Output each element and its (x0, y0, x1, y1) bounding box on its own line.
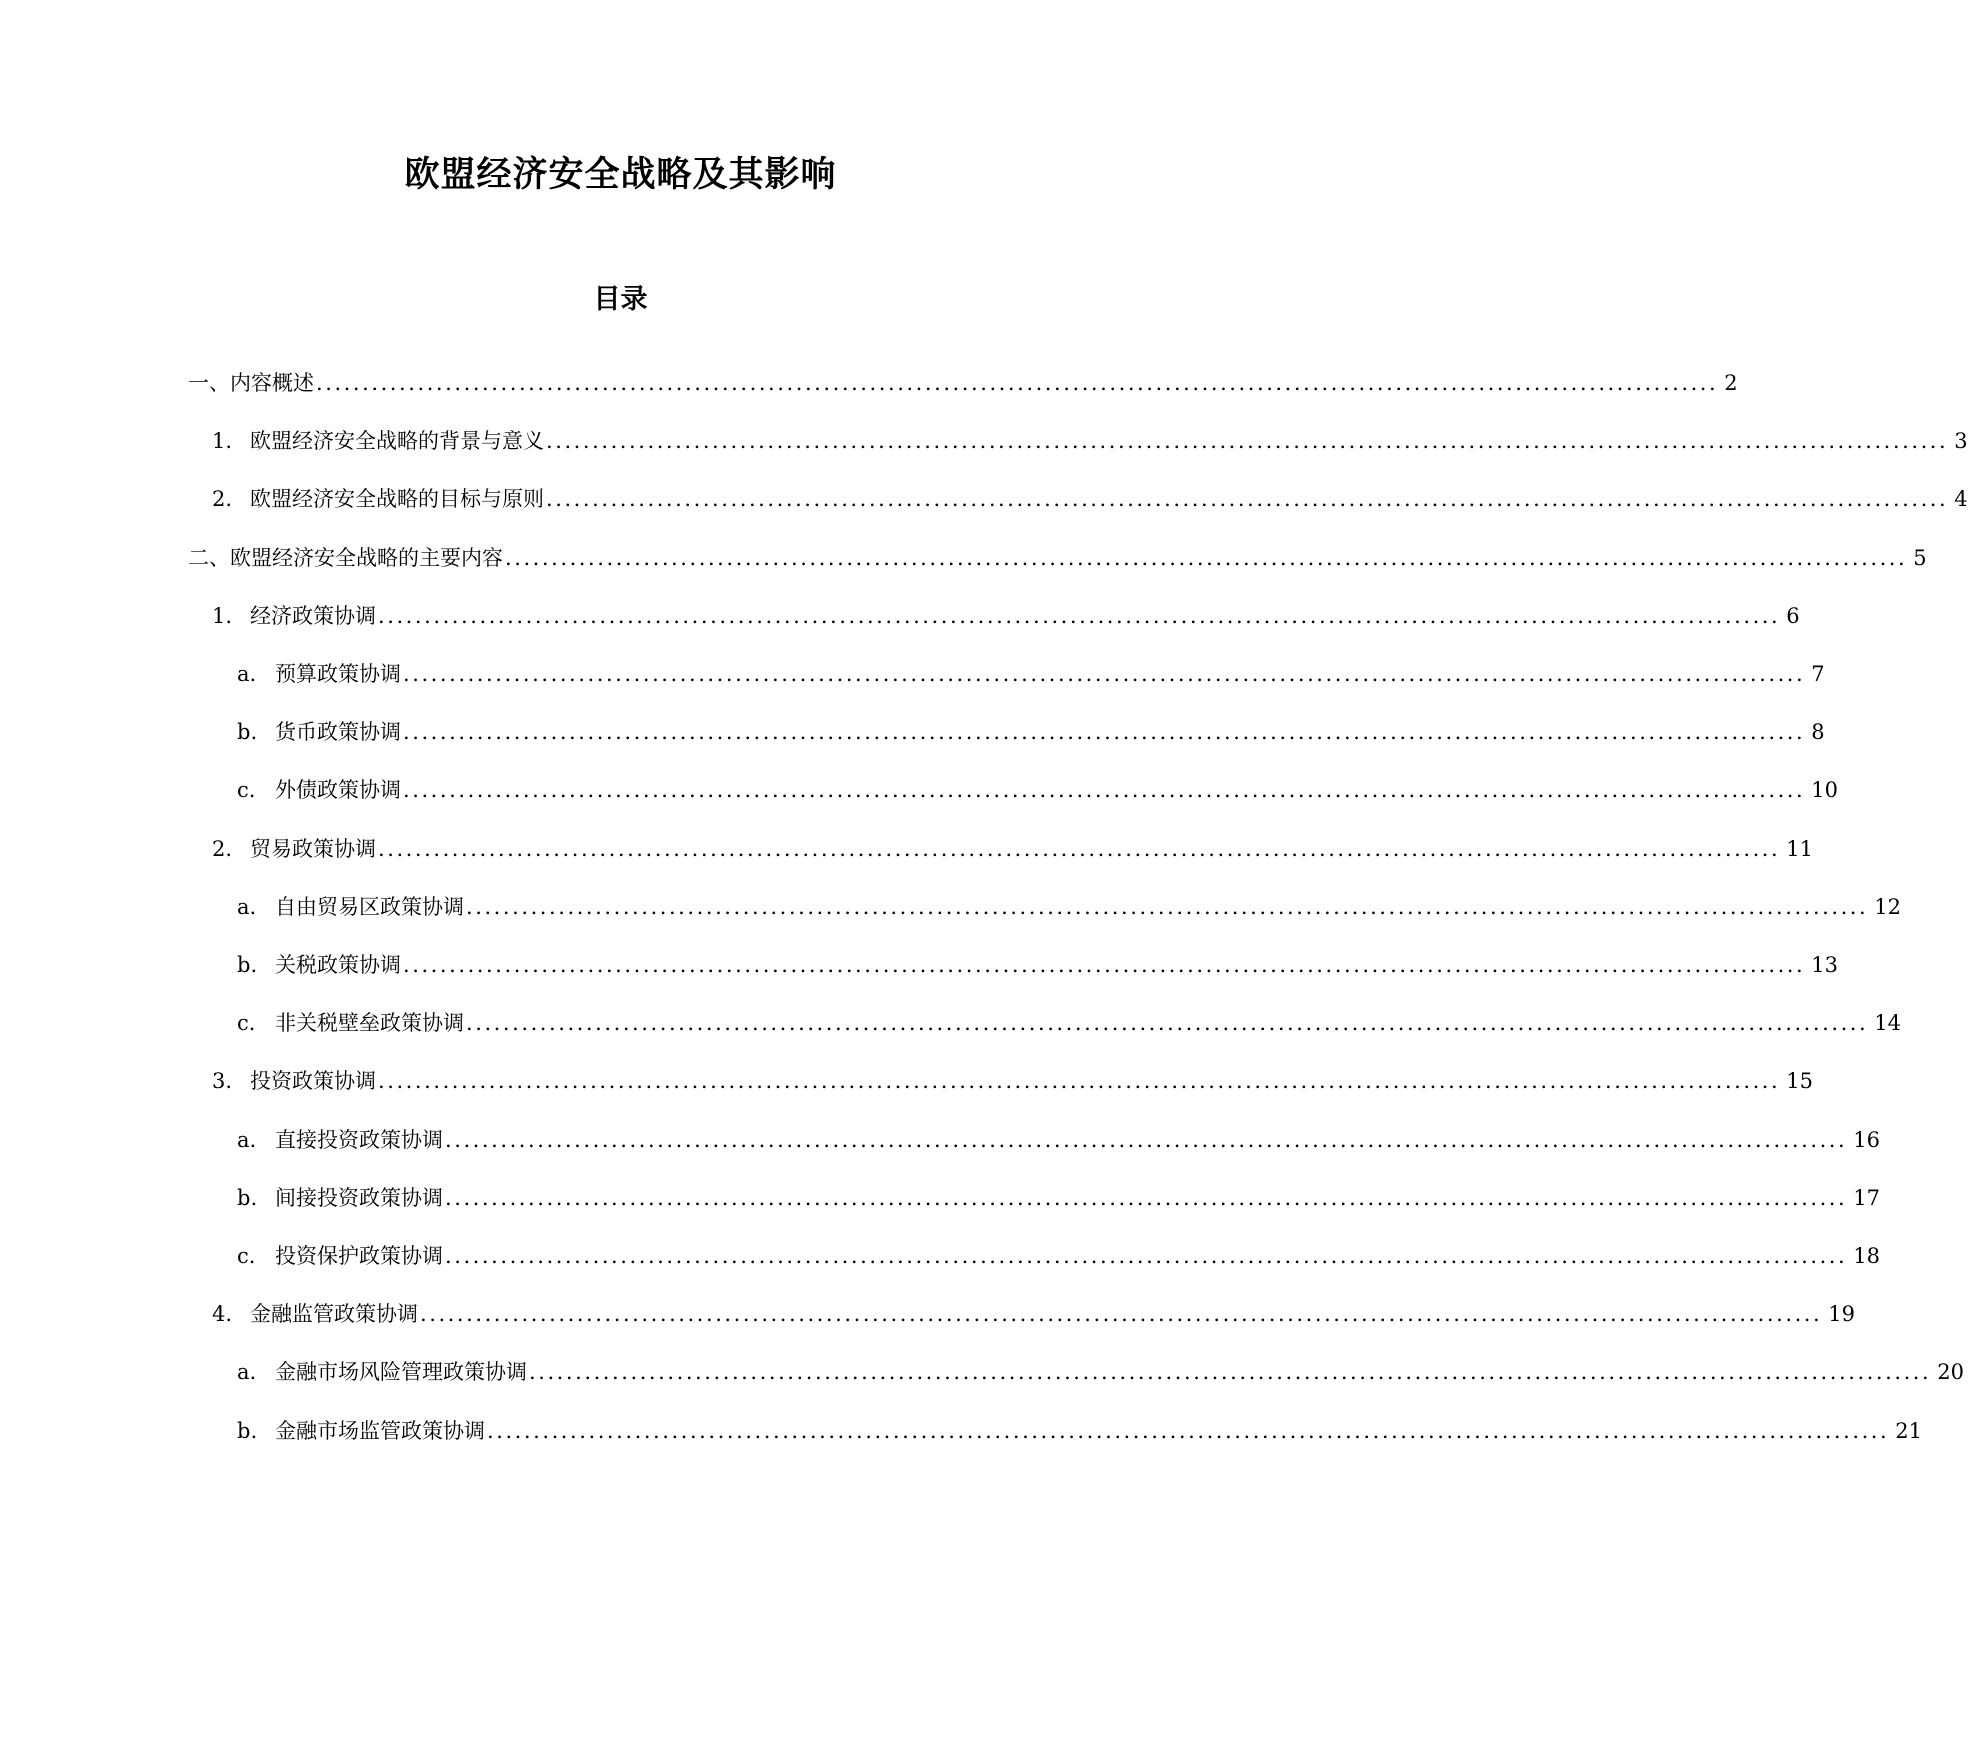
toc-entry-number: b. (237, 953, 258, 977)
toc-dot-leader: ........................................................................................................................................................ (546, 429, 1949, 454)
toc-dot-leader: ........................................................................................................................................................ (466, 894, 1869, 919)
toc-entry-title: 欧盟经济安全战略的主要内容 (230, 545, 503, 570)
toc-entry[interactable] (237, 654, 1825, 694)
toc-entry-title: 内容概述 (230, 371, 314, 395)
toc-dot-leader: ........................................................................................................................................................ (505, 545, 1908, 570)
toc-entry-title: 欧盟经济安全战略的目标与原则 (250, 487, 544, 512)
toc-dot-leader: ........................................................................................................................................................ (466, 1011, 1869, 1036)
toc-entry-page-number: 20 (1937, 1360, 1964, 1385)
toc-entry-number: a. (237, 1360, 257, 1385)
toc-entry-page-number: 5 (1913, 545, 1927, 570)
toc-entry-title: 欧盟经济安全战略的背景与意义 (250, 429, 544, 454)
toc-entry-page-number: 4 (1954, 487, 1968, 512)
toc-entry-page-number: 3 (1954, 429, 1968, 454)
toc-entry-page-number: 16 (1853, 1127, 1880, 1152)
toc-entry[interactable] (237, 1120, 1880, 1160)
toc-entry-title: 自由贸易区政策协调 (275, 894, 464, 919)
toc-entry[interactable] (237, 1411, 1922, 1451)
toc-entry-page-number: 15 (1786, 1069, 1813, 1094)
toc-entry-number: 一、 (188, 371, 230, 395)
toc-entry[interactable] (237, 770, 1838, 810)
toc-entry-number: b. (237, 1185, 258, 1210)
toc-entry-page-number: 2 (1724, 371, 1738, 395)
toc-entry-title: 金融市场风险管理政策协调 (275, 1360, 527, 1385)
toc-entry-page-number: 18 (1853, 1244, 1880, 1268)
toc-dot-leader: ........................................................................................................................................................ (378, 603, 1781, 628)
toc-dot-leader: ........................................................................................................................................................ (546, 487, 1949, 512)
toc-entry-number: 1. (212, 429, 233, 454)
toc-entry-title: 投资政策协调 (250, 1069, 376, 1094)
toc-entry-title: 投资保护政策协调 (275, 1244, 443, 1268)
toc-entry-number: c. (237, 1011, 256, 1036)
toc-entry-page-number: 21 (1895, 1418, 1922, 1443)
toc-entry[interactable] (212, 1061, 1813, 1101)
toc-entry-page-number: 14 (1874, 1011, 1901, 1036)
toc-heading: 目录 (593, 284, 648, 315)
toc-dot-leader: ........................................................................................................................................................ (403, 953, 1806, 977)
toc-dot-leader: ........................................................................................................................................................ (420, 1302, 1823, 1327)
toc-entry-title: 预算政策协调 (275, 662, 401, 686)
toc-entry[interactable] (237, 1178, 1880, 1218)
toc-entry-title: 贸易政策协调 (250, 836, 376, 861)
toc-entry-number: 二、 (188, 545, 230, 570)
toc-entry-page-number: 10 (1811, 778, 1838, 803)
toc-entry-title: 间接投资政策协调 (275, 1185, 443, 1210)
toc-dot-leader: ........................................................................................................................................................ (445, 1244, 1848, 1268)
toc-entry-title: 直接投资政策协调 (275, 1127, 443, 1152)
toc-dot-leader: ........................................................................................................................................................ (445, 1185, 1848, 1210)
toc-dot-leader: ........................................................................................................................................................ (445, 1127, 1848, 1152)
toc-entry[interactable] (188, 363, 1738, 403)
toc-entry-page-number: 19 (1828, 1302, 1855, 1327)
toc-entry-title: 货币政策协调 (275, 720, 401, 745)
toc-entry[interactable] (212, 829, 1813, 869)
toc-entry-title: 金融市场监管政策协调 (275, 1418, 485, 1443)
toc-entry[interactable] (237, 1003, 1901, 1043)
toc-entry[interactable] (237, 887, 1901, 927)
toc-entry-title: 非关税壁垒政策协调 (275, 1011, 464, 1036)
toc-entry-page-number: 8 (1811, 720, 1825, 745)
toc-entry-title: 金融监管政策协调 (250, 1302, 418, 1327)
toc-entry-number: 4. (212, 1302, 233, 1327)
toc-entry-page-number: 7 (1811, 662, 1825, 686)
toc-entry-number: 2. (212, 487, 233, 512)
toc-entry-number: a. (237, 662, 257, 686)
toc-entry-page-number: 17 (1853, 1185, 1880, 1210)
toc-entry[interactable] (188, 538, 1927, 578)
toc-entry-title: 外债政策协调 (275, 778, 401, 803)
toc-entry[interactable] (237, 712, 1825, 752)
document-title: 欧盟经济安全战略及其影响 (404, 154, 837, 195)
toc-entry-number: 3. (212, 1069, 233, 1094)
toc-entry[interactable] (237, 1236, 1880, 1276)
toc-entry[interactable] (237, 1352, 1964, 1392)
toc-entry-page-number: 12 (1874, 894, 1901, 919)
toc-entry[interactable] (212, 1294, 1855, 1334)
toc-entry-page-number: 6 (1786, 603, 1800, 628)
toc-dot-leader: ........................................................................................................................................................ (378, 1069, 1781, 1094)
toc-entry-number: c. (237, 778, 256, 803)
toc-entry-number: 1. (212, 603, 233, 628)
toc-entry[interactable] (212, 596, 1800, 636)
toc-entry-title: 关税政策协调 (275, 953, 401, 977)
toc-entry[interactable] (237, 945, 1838, 985)
toc-entry-number: c. (237, 1244, 256, 1268)
toc-entry-title: 经济政策协调 (250, 603, 376, 628)
toc-entry-number: 2. (212, 836, 233, 861)
toc-entry-number: a. (237, 1127, 257, 1152)
toc-entry-number: b. (237, 1418, 258, 1443)
toc-entry[interactable] (212, 421, 1968, 461)
toc-entry-number: a. (237, 894, 257, 919)
toc-entry[interactable] (212, 479, 1968, 519)
toc-entry-number: b. (237, 720, 258, 745)
toc-entry-page-number: 13 (1811, 953, 1838, 977)
toc-entry-page-number: 11 (1786, 836, 1813, 861)
toc-dot-leader: ........................................................................................................................................................ (403, 720, 1806, 745)
toc-dot-leader: ........................................................................................................................................................ (403, 662, 1806, 686)
toc-dot-leader: ........................................................................................................................................................ (316, 371, 1719, 395)
toc-dot-leader: ........................................................................................................................................................ (487, 1418, 1890, 1443)
toc-dot-leader: ........................................................................................................................................................ (378, 836, 1781, 861)
toc-dot-leader: ........................................................................................................................................................ (529, 1360, 1932, 1385)
toc-dot-leader: ........................................................................................................................................................ (403, 778, 1806, 803)
